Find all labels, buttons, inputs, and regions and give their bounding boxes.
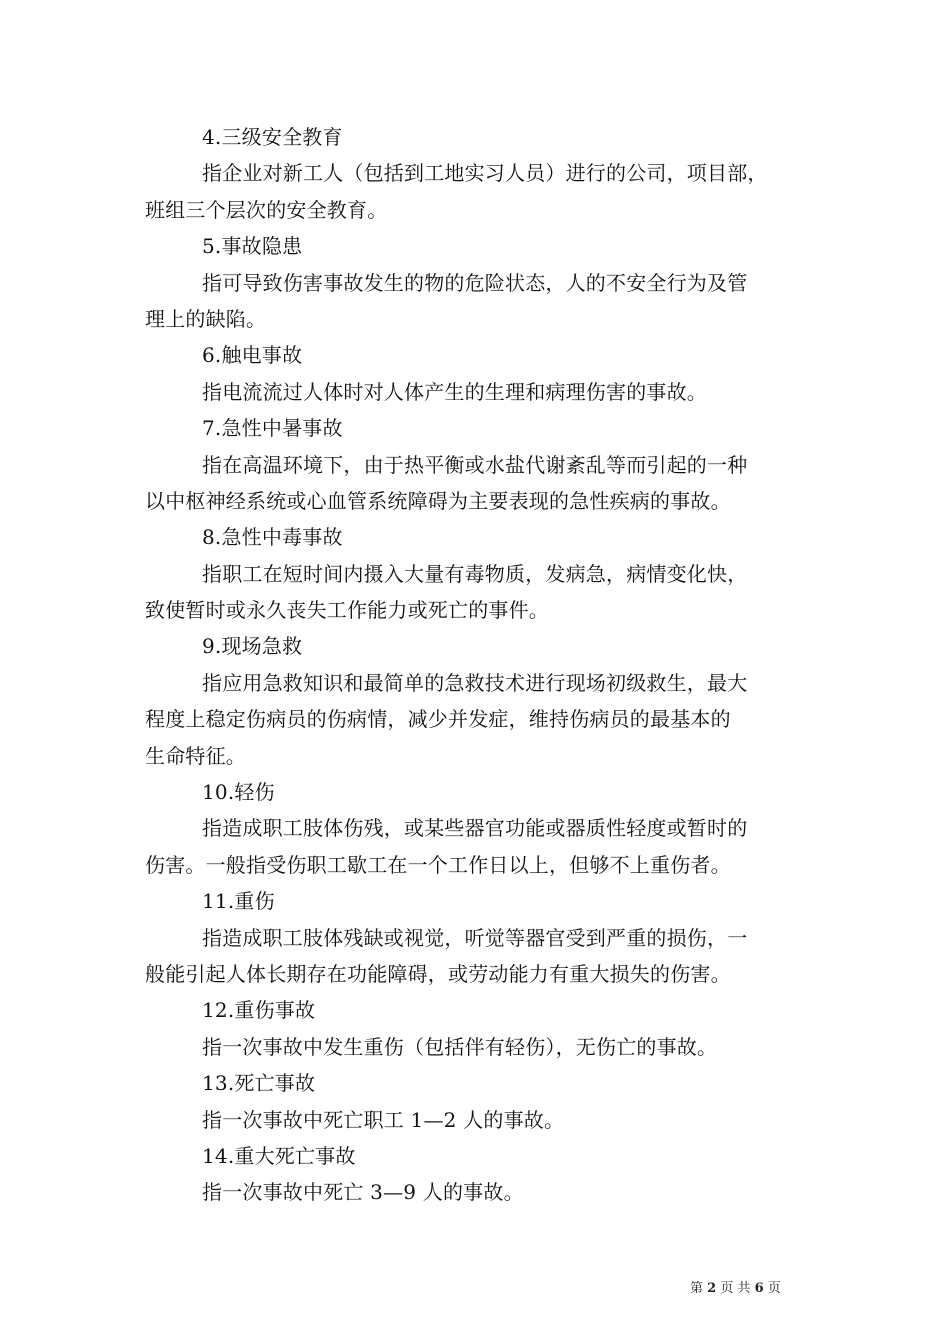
- text-line: 指企业对新工人（包括到工地实习人员）进行的公司，项目部，: [202, 161, 768, 186]
- text-line: 指造成职工肢体残缺或视觉，听觉等器官受到严重的损伤，一: [202, 925, 748, 950]
- text-line: 指一次事故中死亡职工 1—2 人的事故。: [202, 1107, 565, 1132]
- document-body: [145, 119, 815, 1211]
- text-line: 8.急性中毒事故: [202, 525, 343, 550]
- page-label-middle: 页 共: [720, 1281, 751, 1296]
- text-line: 指造成职工肢体伤残，或某些器官功能或器质性轻度或暂时的: [202, 816, 748, 841]
- text-line: 指一次事故中发生重伤（包括伴有轻伤），无伤亡的事故。: [202, 1034, 718, 1059]
- text-line: 以中枢神经系统或心血管系统障碍为主要表现的急性疾病的事故。: [145, 488, 731, 513]
- text-line: 12.重伤事故: [202, 998, 316, 1023]
- text-line: 指一次事故中死亡 3—9 人的事故。: [202, 1180, 524, 1205]
- total-pages-number: 6: [754, 1281, 764, 1296]
- page-footer: [690, 1281, 781, 1297]
- text-line: 指在高温环境下，由于热平衡或水盐代谢紊乱等而引起的一种: [202, 452, 748, 477]
- text-line: 程度上稳定伤病员的伤病情，减少并发症，维持伤病员的最基本的: [145, 707, 731, 732]
- text-line: 13.死亡事故: [202, 1071, 316, 1096]
- text-line: 班组三个层次的安全教育。: [145, 197, 388, 222]
- text-line: 14.重大死亡事故: [202, 1143, 356, 1168]
- text-line: 5.事故隐患: [202, 234, 303, 259]
- text-line: 11.重伤: [202, 889, 275, 914]
- text-line: 7.急性中暑事故: [202, 416, 343, 441]
- text-line: 4.三级安全教育: [202, 125, 343, 149]
- text-line: 指应用急救知识和最简单的急救技术进行现场初级救生，最大: [202, 670, 748, 695]
- text-line: 生命特征。: [145, 743, 246, 768]
- text-line: 10.轻伤: [202, 780, 275, 805]
- text-line: 指电流流过人体时对人体产生的生理和病理伤害的事故。: [202, 379, 707, 404]
- text-line: 理上的缺陷。: [145, 306, 267, 331]
- page-label-prefix: 第: [690, 1281, 704, 1296]
- text-line: 伤害。一般指受伤职工歇工在一个工作日以上，但够不上重伤者。: [145, 852, 731, 877]
- text-line: 般能引起人体长期存在功能障碍，或劳动能力有重大损失的伤害。: [145, 961, 731, 986]
- text-line: 9.现场急救: [202, 634, 303, 659]
- text-line: 指可导致伤害事故发生的物的危险状态，人的不安全行为及管: [202, 270, 748, 295]
- text-line: 6.触电事故: [202, 343, 303, 368]
- current-page-number: 2: [707, 1281, 717, 1296]
- page-label-suffix: 页: [767, 1281, 781, 1296]
- text-line: 指职工在短时间内摄入大量有毒物质，发病急，病情变化快，: [202, 561, 748, 586]
- text-line: 致使暂时或永久丧失工作能力或死亡的事件。: [145, 598, 549, 623]
